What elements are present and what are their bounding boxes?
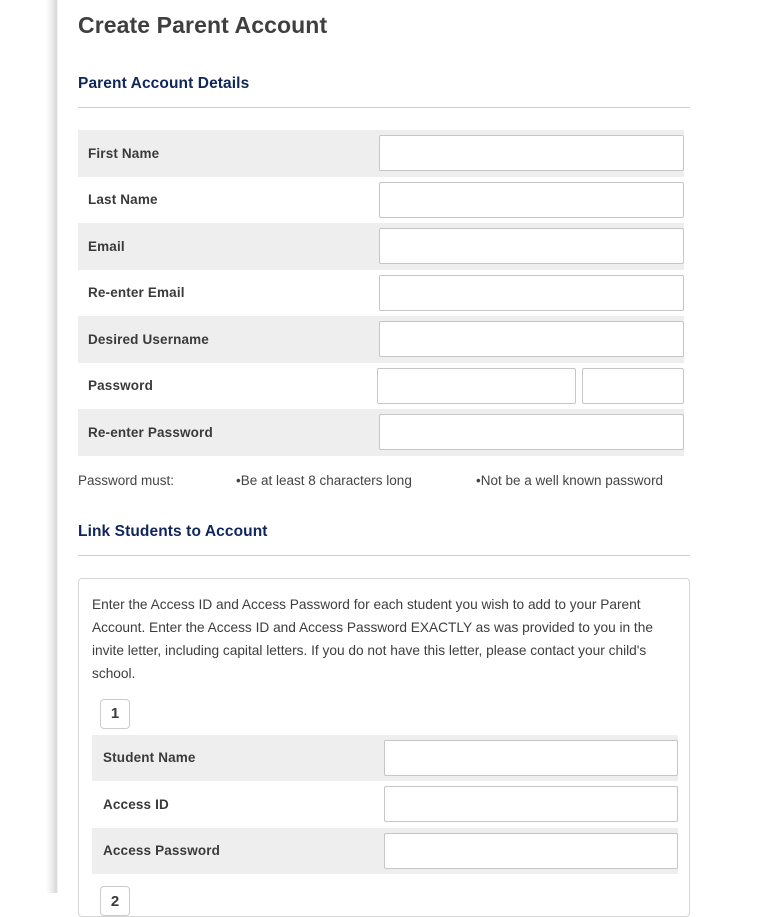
reenter-email-input[interactable]	[379, 275, 684, 311]
access-id-input-1[interactable]	[384, 786, 679, 822]
form-row-reenter-email	[78, 270, 684, 317]
label-reenter-email: Re-enter Email	[78, 285, 379, 300]
form-row-password	[78, 363, 684, 410]
field-cell-reenter-email	[379, 275, 684, 311]
label-student-name: Student Name	[92, 750, 384, 765]
label-first-name: First Name	[78, 146, 379, 161]
password-requirement-not-common: •Not be a well known password	[476, 473, 663, 488]
student-row-access-id	[92, 781, 678, 828]
form-row-reenter-password	[78, 409, 684, 456]
student-row-student-name	[92, 735, 678, 782]
password-requirement-length: •Be at least 8 characters long	[236, 473, 476, 488]
form-row-last-name	[78, 177, 684, 224]
form-row-email	[78, 223, 684, 270]
form-row-first-name	[78, 130, 684, 177]
reenter-password-input[interactable]	[379, 414, 684, 450]
section-heading-link-students: Link Students to Account	[78, 488, 748, 542]
student-number-badge-1: 1	[100, 699, 130, 729]
section-heading-parent-account-details: Parent Account Details	[78, 40, 748, 94]
label-last-name: Last Name	[78, 192, 379, 207]
page-title: Create Parent Account	[78, 0, 748, 40]
field-cell-first-name	[379, 135, 684, 171]
label-password: Password	[78, 378, 377, 393]
field-cell-password	[377, 368, 684, 404]
label-access-password: Access Password	[92, 843, 384, 858]
email-input[interactable]	[379, 228, 684, 264]
form-row-desired-username	[78, 316, 684, 363]
student-name-input-1[interactable]	[384, 740, 679, 776]
label-desired-username: Desired Username	[78, 332, 379, 347]
desired-username-input[interactable]	[379, 321, 684, 357]
field-cell-last-name	[379, 182, 684, 218]
parent-account-form	[78, 130, 684, 456]
first-name-input[interactable]	[379, 135, 684, 171]
link-students-instructions: Enter the Access ID and Access Password for each student you wish to add to your Parent Account. Enter the Access ID and Access Password EXACTLY as was provided to you in the invite letter, including capital letters. If you do not have this letter, please contact your child's school.	[92, 593, 676, 685]
student-number-badge-2: 2	[100, 886, 130, 916]
label-email: Email	[78, 239, 379, 254]
content-card	[58, 0, 767, 893]
label-reenter-password: Re-enter Password	[78, 425, 379, 440]
section-divider-link-students	[78, 555, 690, 556]
student-row-access-password	[92, 828, 678, 875]
field-cell-reenter-password	[379, 414, 684, 450]
field-cell-desired-username	[379, 321, 684, 357]
password-requirements	[78, 473, 690, 488]
password-input[interactable]	[377, 368, 576, 404]
last-name-input[interactable]	[379, 182, 684, 218]
section-divider-parent-account	[78, 107, 690, 108]
field-cell-email	[379, 228, 684, 264]
access-password-input-1[interactable]	[384, 833, 679, 869]
password-requirements-lead: Password must:	[78, 473, 236, 488]
password-strength-indicator[interactable]	[582, 368, 684, 404]
link-students-panel	[78, 578, 690, 917]
student-form-1	[92, 735, 678, 875]
card-left-shadow	[46, 0, 58, 893]
left-gutter	[0, 0, 46, 893]
label-access-id: Access ID	[92, 797, 384, 812]
